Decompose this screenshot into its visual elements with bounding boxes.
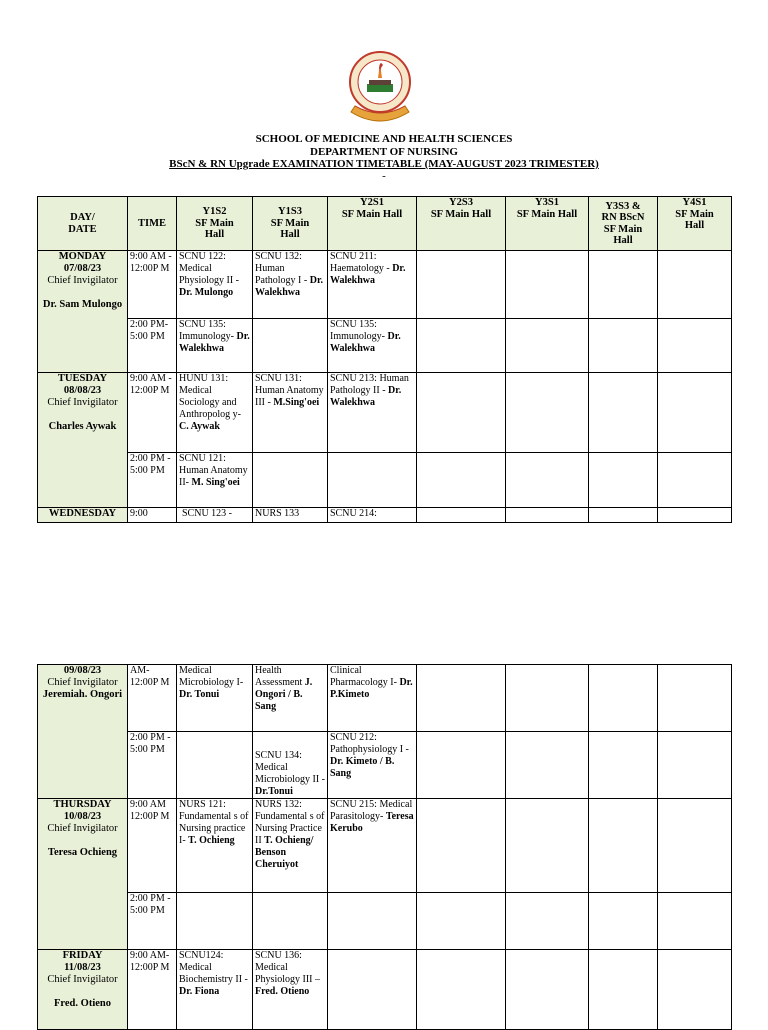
col-y2s3: Y2S3 SF Main Hall <box>417 197 506 251</box>
time-cell: 2:00 PM- 5:00 PM <box>128 319 177 373</box>
exam-cell: NURS 132: Fundamental s of Nursing Practice II T. Ochieng/ Benson Cheruiyot <box>253 799 328 893</box>
university-logo <box>343 50 417 130</box>
table-row <box>38 508 732 523</box>
time-cell: 2:00 PM - 5:00 PM <box>128 893 177 950</box>
table-row <box>38 251 732 319</box>
exam-cell: SCNU 136: Medical Physiology III – Fred. Otieno <box>253 950 328 1030</box>
time-cell: AM- 12:00P M <box>128 665 177 732</box>
col-y3s3: Y3S3 & RN BScN SF Main Hall <box>589 197 658 251</box>
day-cell-wednesday: WEDNESDAY <box>38 508 128 523</box>
table-row <box>38 373 732 453</box>
timetable-part-2 <box>37 664 732 1030</box>
timetable-title: BScN & RN Upgrade EXAMINATION TIMETABLE (MAY-AUGUST 2023 TRIMESTER) <box>169 158 599 170</box>
timetable-part-1 <box>37 196 732 523</box>
school-title: SCHOOL OF MEDICINE AND HEALTH SCIENCES <box>255 133 513 145</box>
col-y2s1: Y2S1 SF Main Hall <box>328 197 417 251</box>
exam-cell: SCNU 123 - <box>177 508 253 523</box>
table-row <box>38 950 732 1030</box>
col-y3s1: Y3S1 SF Main Hall <box>506 197 589 251</box>
exam-cell: NURS 133 <box>253 508 328 523</box>
exam-cell: SCNU 134: Medical Microbiology II - Dr.Tonui <box>253 732 328 799</box>
day-cell-wednesday-cont: 09/08/23 Chief Invigilator Jeremiah. Ongori <box>38 665 128 799</box>
exam-cell: Health Assessment J. Ongori / B. Sang <box>253 665 328 732</box>
time-cell: 9:00 AM - 12:00P M <box>128 251 177 319</box>
time-cell: 9:00 AM- 12:00P M <box>128 950 177 1030</box>
table-row <box>38 893 732 950</box>
exam-cell: SCNU 121: Human Anatomy II- M. Sing'oei <box>177 453 253 508</box>
exam-cell: SCNU 212: Pathophysiology I - Dr. Kimeto / B. Sang <box>328 732 417 799</box>
day-cell-tuesday: TUESDAY 08/08/23 Chief Invigilator Charles Aywak <box>38 373 128 508</box>
time-cell: 9:00 AM 12:00P M <box>128 799 177 893</box>
table-row <box>38 319 732 373</box>
exam-cell: SCNU 211: Haematology - Dr. Walekhwa <box>328 251 417 319</box>
exam-cell: SCNU 135: Immunology- Dr. Walekhwa <box>328 319 417 373</box>
time-cell: 9:00 AM - 12:00P M <box>128 373 177 453</box>
exam-cell: NURS 121: Fundamental s of Nursing practice I- T. Ochieng <box>177 799 253 893</box>
exam-cell: SCNU 131: Human Anatomy III - M.Sing'oei <box>253 373 328 453</box>
col-day: DAY/ DATE <box>38 197 128 251</box>
exam-cell: SCNU 135: Immunology- Dr. Walekhwa <box>177 319 253 373</box>
department-title: DEPARTMENT OF NURSING <box>310 145 458 158</box>
time-cell: 2:00 PM - 5:00 PM <box>128 453 177 508</box>
day-cell-monday: MONDAY 07/08/23 Chief Invigilator Dr. Sam Mulongo <box>38 251 128 373</box>
exam-cell: Medical Microbiology I-Dr. Tonui <box>177 665 253 732</box>
exam-cell: Clinical Pharmacology I- Dr. P.Kimeto <box>328 665 417 732</box>
header-row <box>38 197 732 251</box>
col-y1s3: Y1S3 SF Main Hall <box>253 197 328 251</box>
header-dash: - <box>382 169 386 182</box>
table-row <box>38 665 732 732</box>
table-row <box>38 732 732 799</box>
col-time: TIME <box>128 197 177 251</box>
exam-cell: SCNU124: Medical Biochemistry II - Dr. Fiona <box>177 950 253 1030</box>
col-y1s2: Y1S2 SF Main Hall <box>177 197 253 251</box>
document-header <box>0 133 768 181</box>
exam-cell: SCNU 122: Medical Physiology II - Dr. Mulongo <box>177 251 253 319</box>
col-y4s1: Y4S1 SF Main Hall <box>658 197 732 251</box>
day-cell-thursday: THURSDAY 10/08/23 Chief Invigilator Teresa Ochieng <box>38 799 128 950</box>
time-cell: 2:00 PM - 5:00 PM <box>128 732 177 799</box>
table-row <box>38 799 732 893</box>
exam-cell: HUNU 131: Medical Sociology and Anthropolog y- C. Aywak <box>177 373 253 453</box>
exam-cell: SCNU 214: <box>328 508 417 523</box>
exam-cell: SCNU 213: Human Pathology II - Dr. Walekhwa <box>328 373 417 453</box>
time-cell: 9:00 <box>128 508 177 523</box>
exam-cell: SCNU 215: Medical Parasitology- Teresa Kerubo <box>328 799 417 893</box>
table-row <box>38 453 732 508</box>
exam-cell: SCNU 132: Human Pathology I - Dr. Walekhwa <box>253 251 328 319</box>
day-cell-friday: FRIDAY 11/08/23 Chief Invigilator Fred. Otieno <box>38 950 128 1030</box>
